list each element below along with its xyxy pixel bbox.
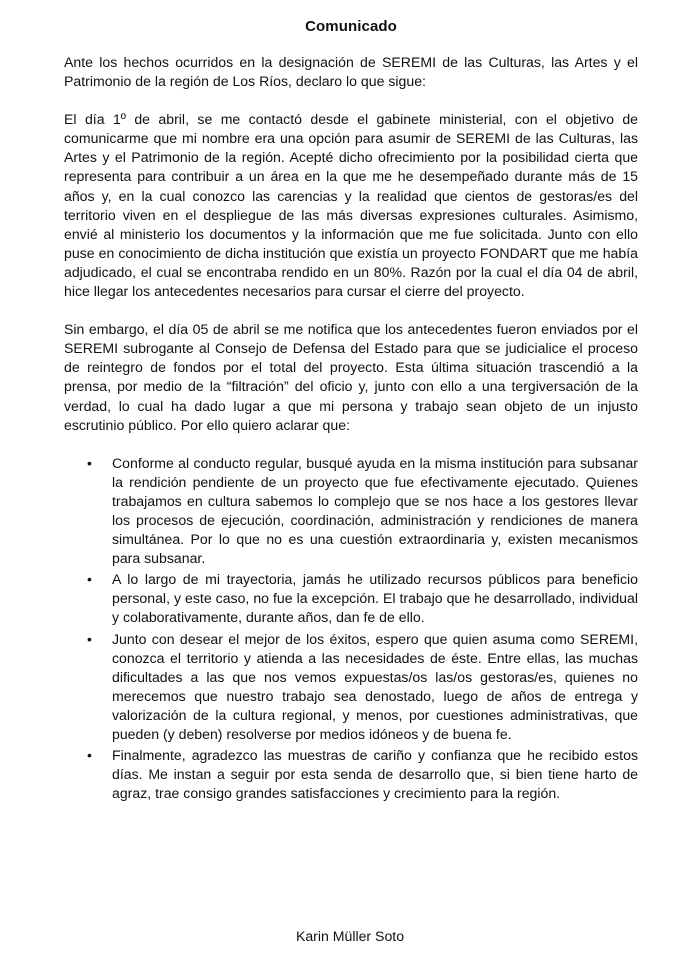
intro-paragraph: Ante los hechos ocurridos en la designación de SEREMI de las Culturas, las Artes y el Patrimonio de la región de Los Ríos, declaro lo que sigue: <box>64 54 638 90</box>
bullet-item <box>87 454 638 569</box>
bullet-text: Junto con desear el mejor de los éxitos, espero que quien asuma como SEREMI, conozca el territorio y atienda a las necesidades de éste. Entre ellas, las muchas dificultades a las que nos vemos expuestas/os las/os gestoras/es, quienes no merecemos que nuestro trabajo sea denostado, luego de años de entrega y valorización de la cultura regional, y menos, por cuestiones administrativas, que pueden (y deben) resolverse por medios idóneos y de buena fe. <box>112 630 638 742</box>
signature: Karin Müller Soto <box>295 928 405 944</box>
document-title: Comunicado <box>305 18 397 35</box>
bullet-text: Conforme al conducto regular, busqué ayuda en la misma institución para subsanar la rendición pendiente de un proyecto que fue efectivamente ejecutado. Quienes trabajamos en cultura sabemos lo complejo que se nos hace a los gestores llevar los procesos de ejecución, coordinación, administración y rendiciones de manera simultánea. Por lo que no es una cuestión extraordinaria y, existen mecanismos para subsanar. <box>112 454 638 567</box>
bullet-item <box>87 746 638 803</box>
bullet-item <box>87 630 638 745</box>
bullet-text: A lo largo de mi trayectoria, jamás he utilizado recursos públicos para beneficio personal, y este caso, no fue la excepción. El trabajo que he desarrollado, individual y colaborativamente, durante años, dan fe de ello. <box>112 571 638 626</box>
bullet-icon: • <box>87 630 92 647</box>
bullet-item <box>87 570 638 627</box>
bullet-text: Finalmente, agradezco las muestras de cariño y confianza que he recibido estos días. Me instan a seguir por esta senda de desarrollo que, si bien tiene harto de agraz, trae consigo grandes satisfacciones y crecimiento para la región. <box>112 747 638 802</box>
bullet-icon: • <box>87 747 92 764</box>
body-paragraph-2: Sin embargo, el día 05 de abril se me notifica que los antecedentes fueron enviados por el SEREMI subrogante al Consejo de Defensa del Estado para que se judicialice el proceso de reintegro de fondos por el total del proyecto. Esta última situación trascendió a la prensa, por medio de la “filtración” del oficio y, junto con ello a una tergiversación de la verdad, lo cual ha dado lugar a que mi persona y trabajo sean objeto de un injusto escrutinio público. Por ello quiero aclarar que: <box>64 321 638 433</box>
bullet-icon: • <box>87 454 92 471</box>
body-paragraph-1: El día 1º de abril, se me contactó desde el gabinete ministerial, con el objetivo de comunicarme que mi nombre era una opción para asumir de SEREMI de las Culturas, las Artes y el Patrimonio de la región. Acepté dicho ofrecimiento por la posibilidad cierta que representa para contribuir a un área en la que me he desempeñado durante más de 15 años y, en la cual conozco las carencias y la realidad que cientos de gestoras/es del territorio viven en el despliegue de las más diversas expresiones culturales. Asimismo, envié al ministerio los documentos y la información que me fue solicitada. Junto con ello puse en conocimiento de dicha institución que existía un proyecto FONDART que me había adjudicado, el cual se encontraba rendido en un 80%. Razón por la cual el día 04 de abril, hice llegar los antecedentes necesarios para cursar el cierre del proyecto. <box>64 111 638 300</box>
bullet-icon: • <box>87 571 92 588</box>
bullet-list <box>64 454 638 804</box>
